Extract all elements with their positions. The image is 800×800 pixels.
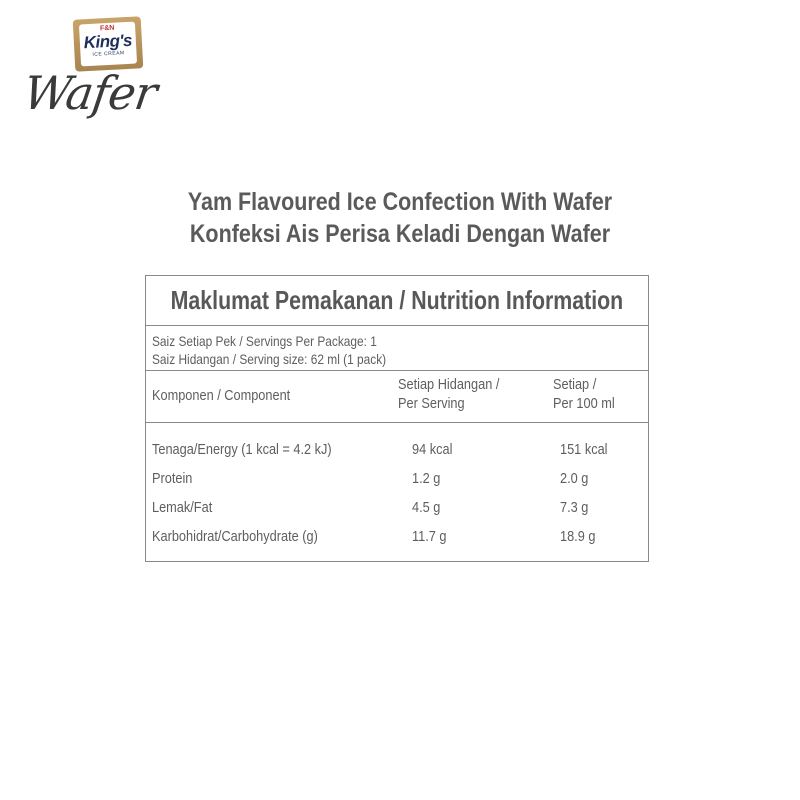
kings-badge-logo <box>73 16 144 71</box>
nutrient-per-serving: 1.2 g <box>412 470 441 487</box>
brand-subtitle: ICE CREAM <box>92 50 125 58</box>
nutrient-per-100ml: 18.9 g <box>560 528 596 545</box>
brand-logo <box>20 14 194 124</box>
nutrient-row <box>146 493 648 522</box>
nutrient-name: Karbohidrat/Carbohydrate (g) <box>152 528 318 545</box>
per-100-line2: Per 100 ml <box>553 395 615 412</box>
nutrient-name: Tenaga/Energy (1 kcal = 4.2 kJ) <box>152 441 332 458</box>
nutrient-name: Protein <box>152 470 193 487</box>
nutrient-per-serving: 11.7 g <box>412 528 447 545</box>
serving-size: Saiz Hidangan / Serving size: 62 ml (1 pack) <box>152 351 387 367</box>
brand-name: King's <box>83 30 133 53</box>
column-header-component: Komponen / Component <box>152 387 291 404</box>
column-header-per-serving <box>398 375 499 413</box>
nutrient-rows <box>146 423 648 551</box>
nutrition-panel-title: Maklumat Pemakanan / Nutrition Information <box>170 285 624 315</box>
nutrient-per-serving: 94 kcal <box>412 441 453 458</box>
nutrient-per-100ml: 151 kcal <box>560 441 608 458</box>
brand-maker: F&N <box>99 24 115 33</box>
product-script-logo: Wafer <box>20 66 160 120</box>
per-100-line1: Setiap / <box>553 376 597 393</box>
nutrition-panel <box>145 275 649 562</box>
servings-per-package: Saiz Setiap Pek / Servings Per Package: 1 <box>152 333 377 349</box>
column-headers <box>146 371 648 423</box>
nutrient-row <box>146 522 648 551</box>
nutrient-row <box>146 464 648 493</box>
nutrient-per-100ml: 2.0 g <box>560 470 589 487</box>
nutrient-name: Lemak/Fat <box>152 499 213 516</box>
nutrition-panel-header <box>146 276 648 326</box>
per-serving-line1: Setiap Hidangan / <box>398 376 500 393</box>
per-serving-line2: Per Serving <box>398 395 465 412</box>
serving-info <box>146 326 648 371</box>
nutrient-row <box>146 435 648 464</box>
product-title-english: Yam Flavoured Ice Confection With Wafer <box>187 188 613 216</box>
product-titles <box>0 186 800 250</box>
column-header-per-100ml <box>553 375 615 413</box>
product-title-malay: Konfeksi Ais Perisa Keladi Dengan Wafer <box>189 220 611 248</box>
nutrient-per-100ml: 7.3 g <box>560 499 589 516</box>
nutrient-per-serving: 4.5 g <box>412 499 441 516</box>
